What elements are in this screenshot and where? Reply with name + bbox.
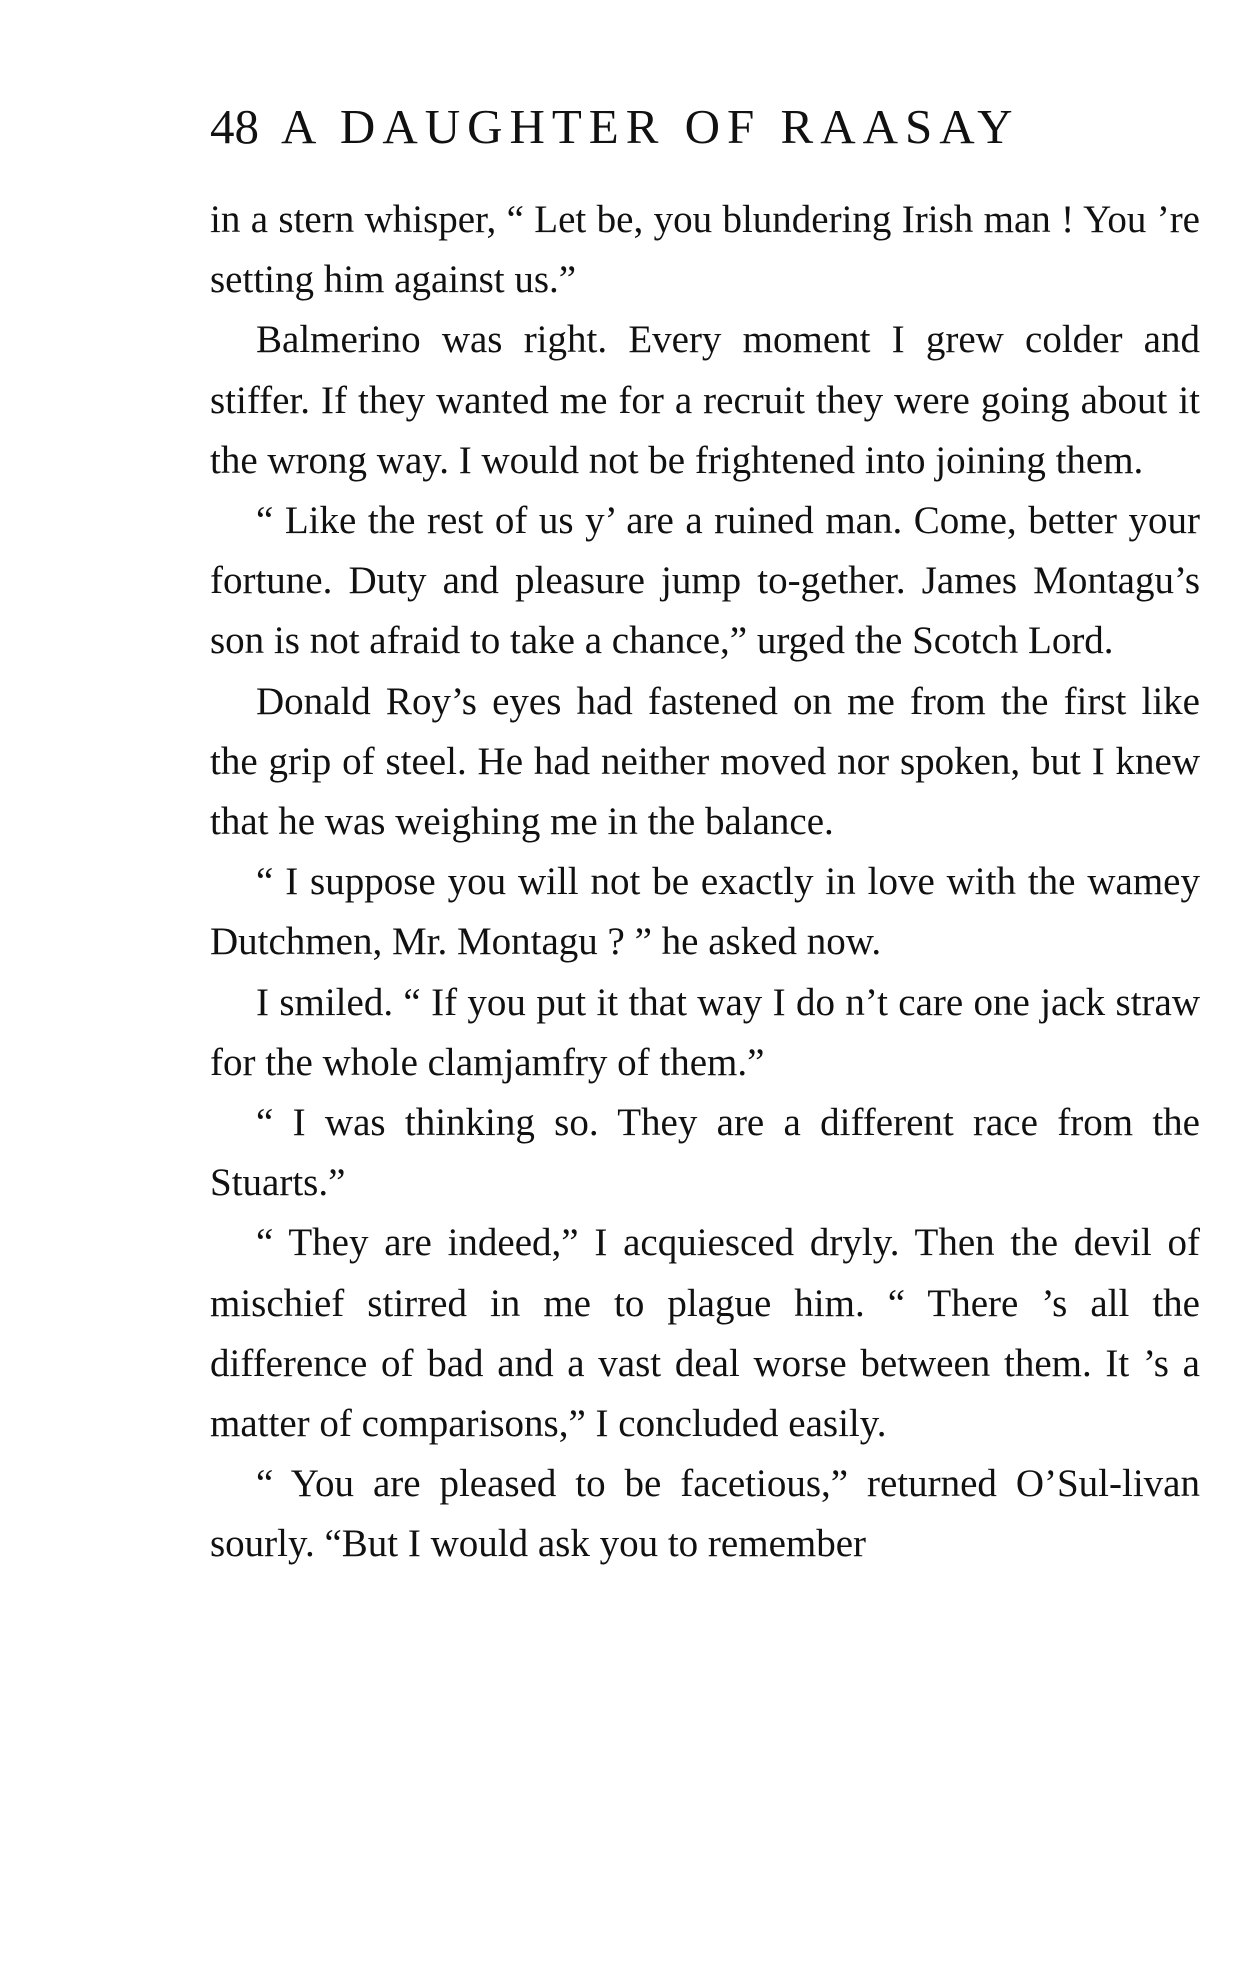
paragraph: “ They are indeed,” I acquiesced dryly. Then the devil of mischief stirred in me to plague him. “ There ’s all the difference of bad and a vast deal worse between them. It ’s a matter of comparisons,” I concluded easily. [210, 1221, 1200, 1446]
paragraph: I smiled. “ If you put it that way I do n’t care one jack straw for the whole clamjamfry of them.” [210, 980, 1200, 1084]
book-title: A DAUGHTER OF RAASAY [281, 99, 1020, 154]
paragraph: Donald Roy’s eyes had fastened on me from the first like the grip of steel. He had neither moved nor spoken, but I knew that he was weighing me in the balance. [210, 679, 1200, 844]
paragraph: “ You are pleased to be facetious,” returned O’Sul-livan sourly. “But I would ask you to remember [210, 1462, 1200, 1566]
page-number: 48 [210, 99, 259, 154]
paragraph: “ Like the rest of us y’ are a ruined man. Come, better your fortune. Duty and pleasure jump to-gether. James Montagu’s son is not afraid to take a chance,” urged the Scotch Lord. [210, 499, 1200, 663]
paragraph: Balmerino was right. Every moment I grew colder and stiffer. If they wanted me for a recruit they were going about it the wrong way. I would not be frightened into joining them. [210, 318, 1200, 482]
body-text [210, 190, 1200, 1575]
paragraph: “ I suppose you will not be exactly in love with the wamey Dutchmen, Mr. Montagu ? ” he asked now. [210, 860, 1200, 964]
paragraph: “ I was thinking so. They are a different race from the Stuarts.” [210, 1101, 1200, 1205]
paragraph-continuation: in a stern whisper, “ Let be, you blundering Irish man ! You ’re setting him against us.” [210, 198, 1200, 302]
running-head [210, 92, 1175, 162]
